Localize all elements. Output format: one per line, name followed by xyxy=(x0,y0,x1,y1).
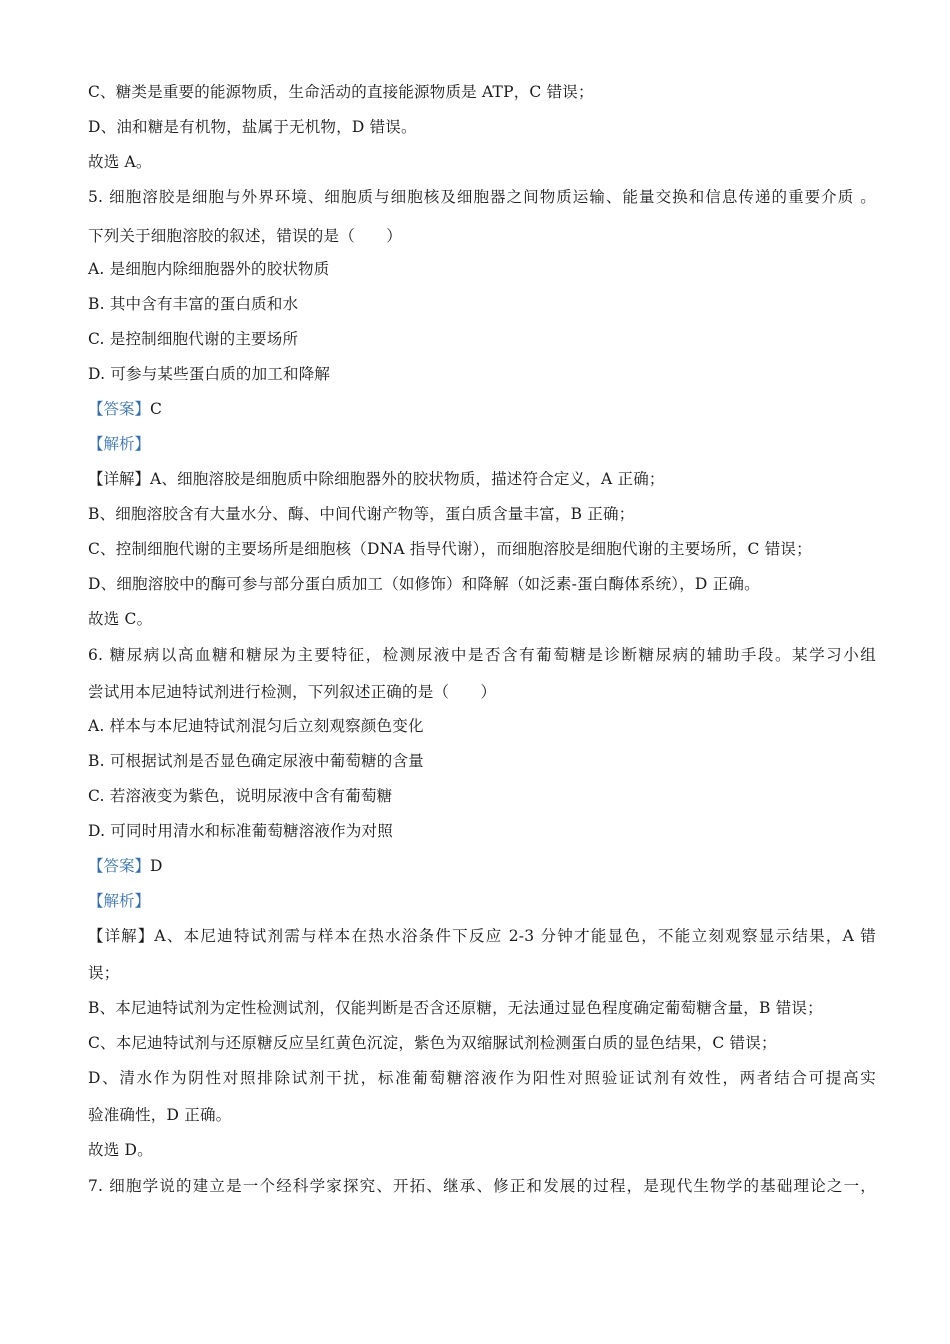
answer-value: C xyxy=(150,400,163,418)
detail-tag: 【详解】 xyxy=(88,927,155,945)
answer-tag: 【答案】 xyxy=(88,400,151,418)
detail-line xyxy=(88,925,876,947)
text-line: D、油和糖是有机物，盐属于无机物，D 错误。 xyxy=(88,118,417,136)
option-c: C. 若溶液变为紫色，说明尿液中含有葡萄糖 xyxy=(88,787,393,805)
detail-tag: 【详解】 xyxy=(88,470,151,488)
analysis-tag: 【解析】 xyxy=(88,892,151,910)
conclusion-line: 故选 C。 xyxy=(88,610,153,628)
question-5-stem: 5. 细胞溶胶是细胞与外界环境、细胞质与细胞核及细胞器之间物质运输、能量交换和信息传递的重要介质 。 xyxy=(88,188,876,206)
text-line: C、本尼迪特试剂与还原糖反应呈红黄色沉淀，紫色为双缩脲试剂检测蛋白质的显色结果，C 错误； xyxy=(88,1034,777,1052)
option-d: D. 可参与某些蛋白质的加工和降解 xyxy=(88,365,331,383)
option-b: B. 其中含有丰富的蛋白质和水 xyxy=(88,295,299,313)
text-line: D、清水作为阴性对照排除试剂干扰，标准葡萄糖溶液作为阳性对照验证试剂有效性，两者结合可提高实 xyxy=(88,1069,876,1087)
conclusion-line: 故选 D。 xyxy=(88,1141,153,1159)
text-line: C、控制细胞代谢的主要场所是细胞核（DNA 指导代谢），而细胞溶胶是细胞代谢的主要场所，C 错误； xyxy=(88,540,812,558)
option-b: B. 可根据试剂是否显色确定尿液中葡萄糖的含量 xyxy=(88,752,424,770)
answer-line xyxy=(88,398,162,420)
analysis-tag: 【解析】 xyxy=(88,435,151,453)
answer-line xyxy=(88,855,163,877)
detail-text: A、本尼迪特试剂需与样本在热水浴条件下反应 2-3 分钟才能显色，不能立刻观察显示结果，A 错 xyxy=(154,927,876,945)
option-a: A. 是细胞内除细胞器外的胶状物质 xyxy=(88,260,330,278)
option-c: C. 是控制细胞代谢的主要场所 xyxy=(88,330,299,348)
option-a: A. 样本与本尼迪特试剂混匀后立刻观察颜色变化 xyxy=(88,717,424,735)
text-line: 验准确性，D 正确。 xyxy=(88,1106,232,1124)
text-line: C、糖类是重要的能源物质，生命活动的直接能源物质是 ATP，C 错误； xyxy=(88,83,594,101)
conclusion-line: 故选 A。 xyxy=(88,153,152,171)
option-d: D. 可同时用清水和标准葡萄糖溶液作为对照 xyxy=(88,822,393,840)
analysis-line xyxy=(88,433,150,455)
question-6-stem-continued: 尝试用本尼迪特试剂进行检测，下列叙述正确的是（ ） xyxy=(88,683,497,701)
detail-text: A、细胞溶胶是细胞质中除细胞器外的胶状物质，描述符合定义，A 正确； xyxy=(150,470,665,488)
question-6-stem: 6. 糖尿病以高血糖和糖尿为主要特征，检测尿液中是否含有葡萄糖是诊断糖尿病的辅助手段。某学习小组 xyxy=(88,646,876,664)
text-line: D、细胞溶胶中的酶可参与部分蛋白质加工（如修饰）和降解（如泛素-蛋白酶体系统），D 正确。 xyxy=(88,575,760,593)
question-5-stem-continued: 下列关于细胞溶胶的叙述，错误的是（ ） xyxy=(88,227,403,245)
text-line: B、细胞溶胶含有大量水分、酶、中间代谢产物等，蛋白质含量丰富，B 正确； xyxy=(88,505,635,523)
text-line: B、本尼迪特试剂为定性检测试剂，仅能判断是否含还原糖，无法通过显色程度确定葡萄糖含量，B 错误； xyxy=(88,999,823,1017)
question-7-stem: 7. 细胞学说的建立是一个经科学家探究、开拓、继承、修正和发展的过程，是现代生物学的基础理论之一， xyxy=(88,1177,876,1195)
answer-value: D xyxy=(150,857,163,875)
analysis-line xyxy=(88,890,150,912)
detail-line xyxy=(88,468,665,490)
text-line: 误； xyxy=(88,964,120,982)
answer-tag: 【答案】 xyxy=(88,857,151,875)
